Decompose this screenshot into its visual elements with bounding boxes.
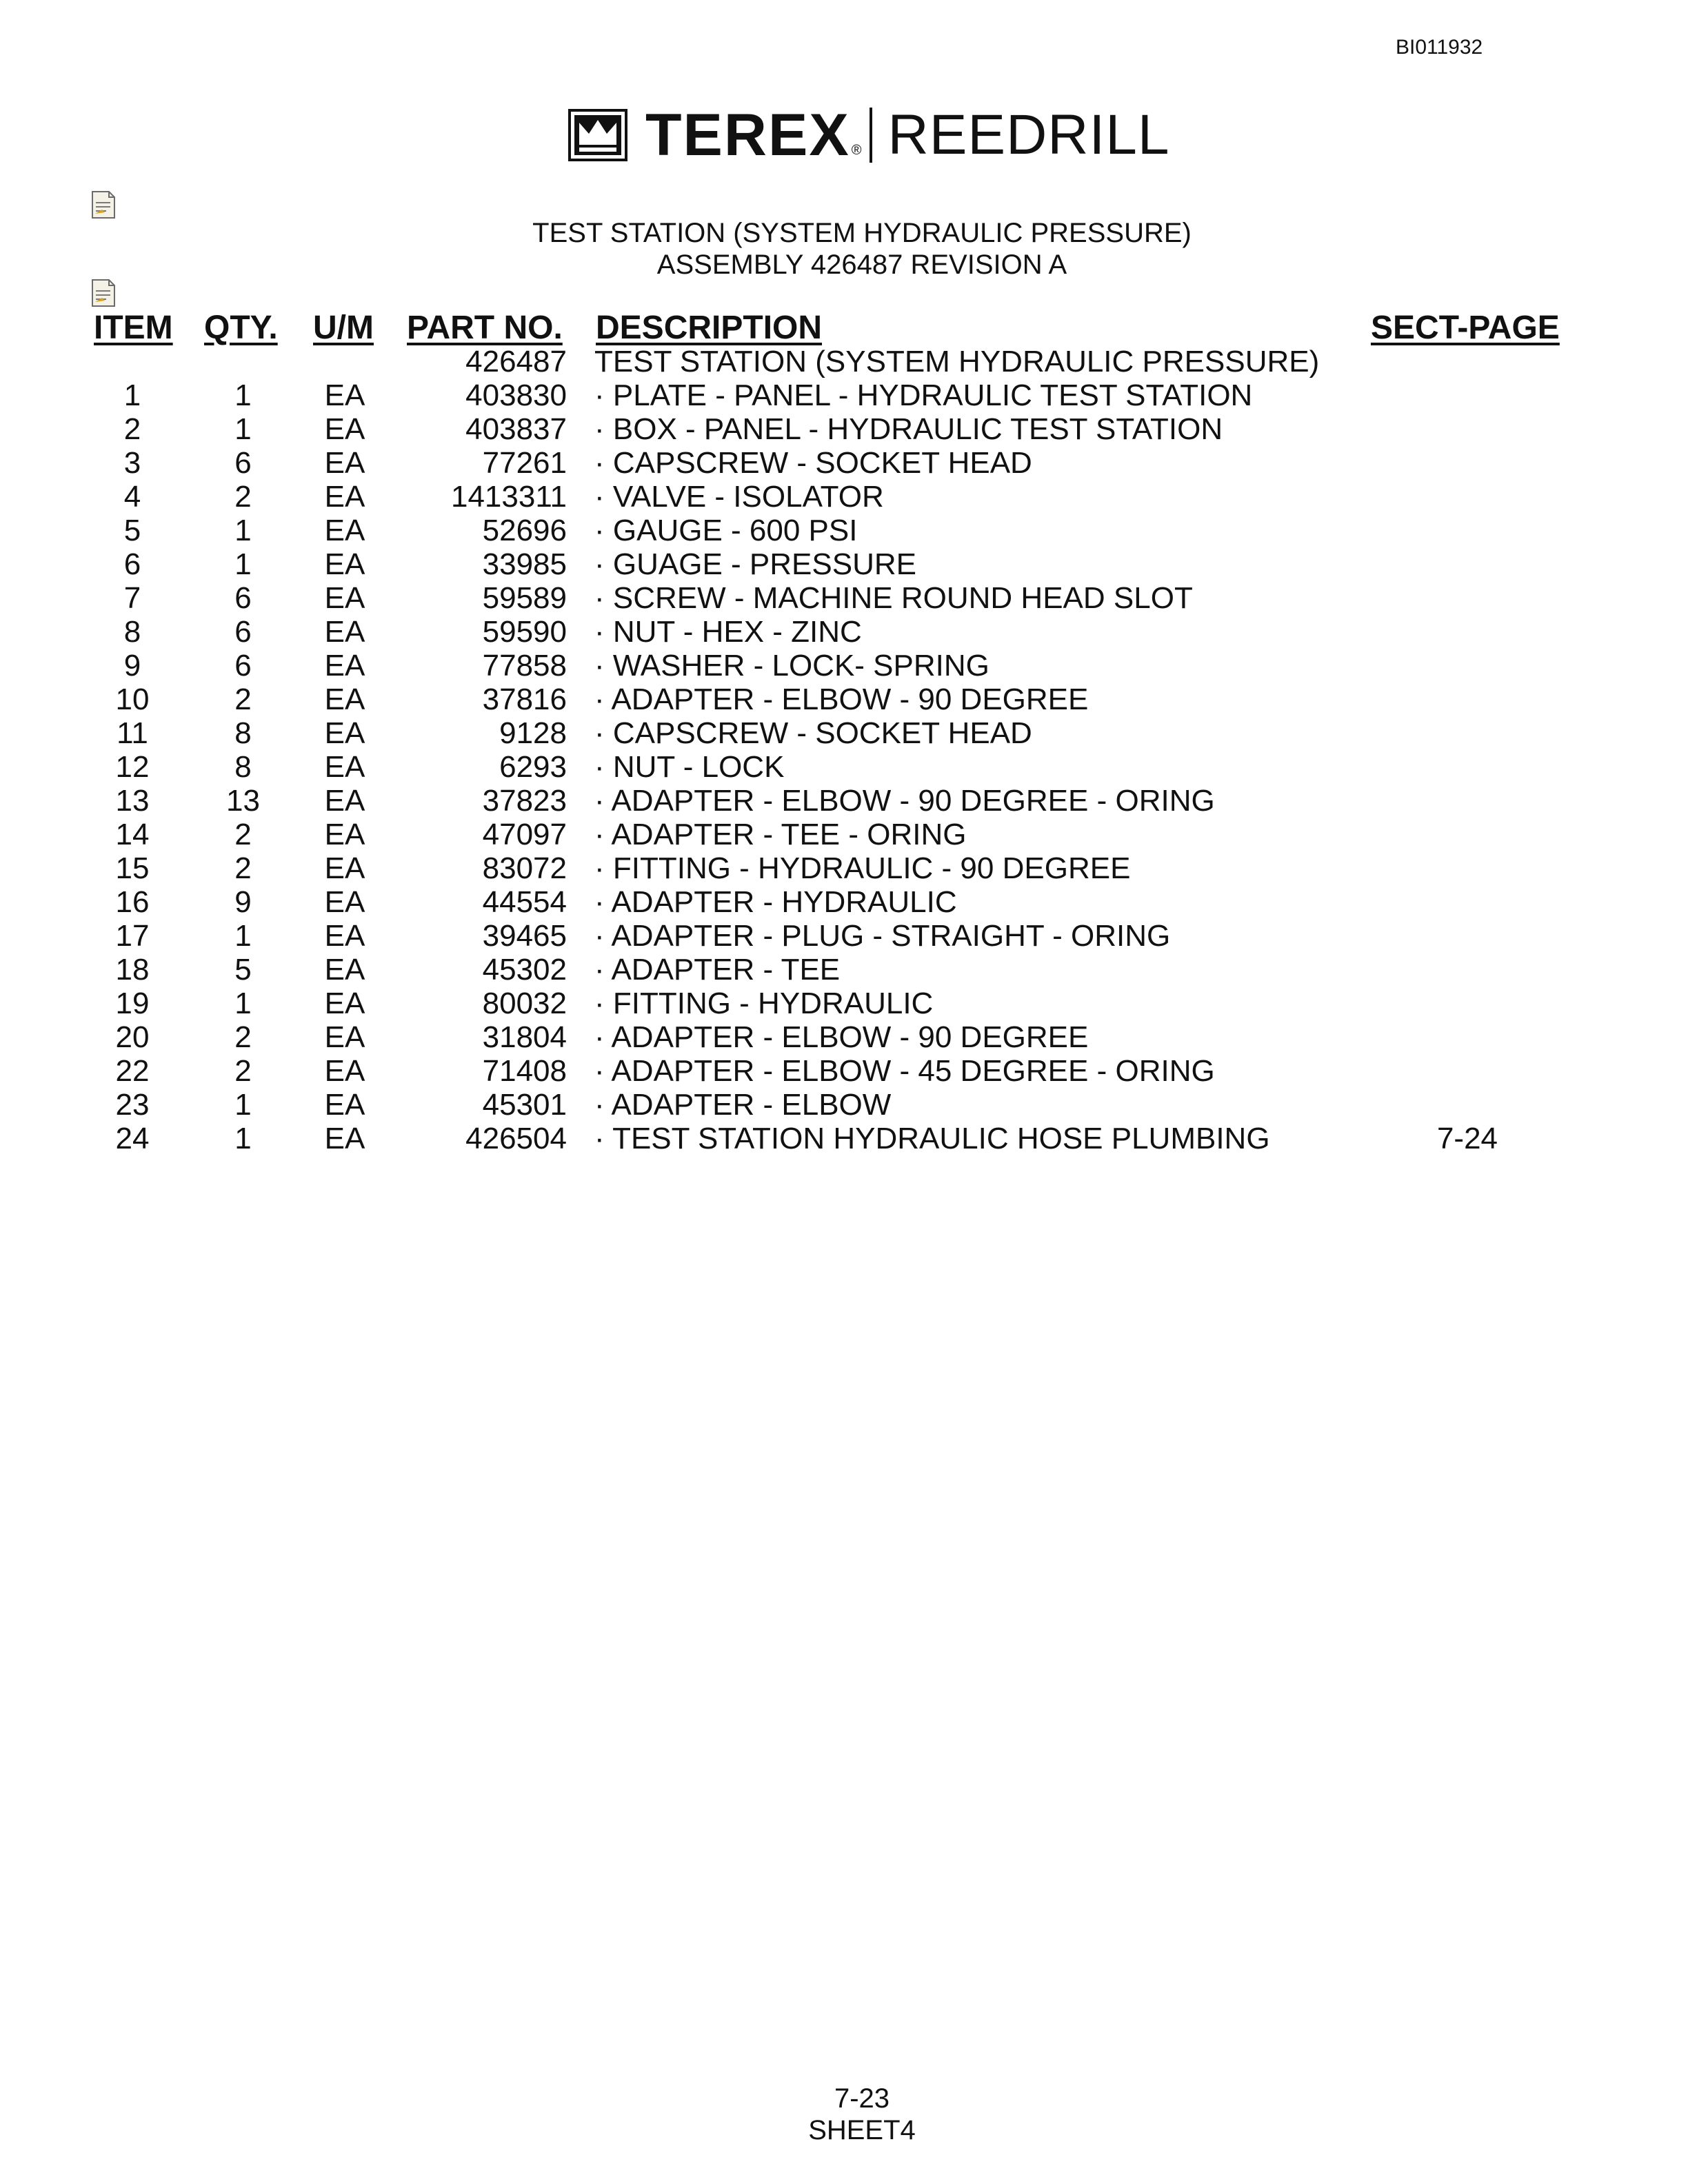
table-row [0, 412, 1688, 446]
qty-cell: 2 [234, 480, 252, 514]
header-part-no: PART NO. [407, 310, 563, 346]
um-cell: EA [324, 818, 365, 851]
item-cell: 11 [117, 716, 148, 750]
qty-cell: 13 [226, 784, 260, 818]
um-cell: EA [324, 480, 365, 514]
item-cell: 13 [115, 784, 150, 818]
description-cell: · CAPSCREW - SOCKET HEAD [594, 446, 1032, 480]
item-cell: 23 [115, 1088, 150, 1122]
description-cell: · BOX - PANEL - HYDRAULIC TEST STATION [594, 412, 1223, 446]
description-cell: · ADAPTER - ELBOW - 90 DEGREE [594, 1020, 1089, 1054]
part-no-cell: 9128 [499, 716, 567, 750]
part-no-cell: 1413311 [450, 480, 567, 514]
description-cell: · SCREW - MACHINE ROUND HEAD SLOT [594, 581, 1193, 615]
table-row [0, 818, 1688, 851]
description-cell: · ADAPTER - ELBOW - 90 DEGREE [594, 682, 1089, 716]
description-cell: · WASHER - LOCK- SPRING [594, 649, 989, 682]
qty-cell: 1 [234, 987, 252, 1020]
part-no-cell: 80032 [482, 987, 567, 1020]
qty-cell: 1 [234, 919, 252, 953]
part-no-cell: 83072 [482, 851, 567, 885]
description-cell: · ADAPTER - TEE - ORING [594, 818, 967, 851]
part-no-cell: 45301 [482, 1088, 567, 1122]
qty-cell: 2 [234, 682, 252, 716]
description-cell: · ADAPTER - TEE [594, 953, 841, 987]
um-cell: EA [324, 378, 365, 412]
description-cell: · ADAPTER - ELBOW - 90 DEGREE - ORING [594, 784, 1215, 818]
part-no-cell: 426487 [465, 345, 567, 378]
logo-divider [870, 108, 872, 163]
item-cell: 20 [115, 1020, 150, 1054]
description-cell: · NUT - LOCK [594, 750, 785, 784]
description-cell: · NUT - HEX - ZINC [594, 615, 862, 649]
qty-cell: 1 [234, 1088, 252, 1122]
qty-cell: 1 [234, 1122, 252, 1155]
part-no-cell: 37823 [482, 784, 567, 818]
assembly-title: TEST STATION (SYSTEM HYDRAULIC PRESSURE) [532, 218, 1192, 248]
description-cell: · VALVE - ISOLATOR [594, 480, 884, 514]
um-cell: EA [324, 1054, 365, 1088]
description-cell: · FITTING - HYDRAULIC [594, 987, 934, 1020]
um-cell: EA [324, 750, 365, 784]
um-cell: EA [324, 851, 365, 885]
table-row [0, 682, 1688, 716]
qty-cell: 5 [234, 953, 252, 987]
table-row [0, 446, 1688, 480]
item-cell: 1 [123, 378, 141, 412]
item-cell: 22 [115, 1054, 150, 1088]
description-cell: · CAPSCREW - SOCKET HEAD [594, 716, 1032, 750]
um-cell: EA [324, 412, 365, 446]
um-cell: EA [324, 885, 365, 919]
um-cell: EA [324, 446, 365, 480]
um-cell: EA [324, 716, 365, 750]
terex-reedrill-logo [568, 102, 1170, 168]
assembly-revision: ASSEMBLY 426487 REVISION A [656, 250, 1067, 280]
table-row [0, 716, 1688, 750]
table-row [0, 919, 1688, 953]
part-no-cell: 47097 [482, 818, 567, 851]
qty-cell: 6 [234, 446, 252, 480]
part-no-cell: 426504 [465, 1122, 567, 1155]
qty-cell: 1 [234, 547, 252, 581]
sheet-label: SHEET4 [808, 2115, 916, 2145]
sect-page-link[interactable]: 7-24 [1436, 1122, 1498, 1155]
table-row [0, 581, 1688, 615]
item-cell: 19 [115, 987, 150, 1020]
part-no-cell: 403837 [465, 412, 567, 446]
item-cell: 15 [115, 851, 150, 885]
part-no-cell: 71408 [482, 1054, 567, 1088]
description-cell: · GAUGE - 600 PSI [594, 514, 858, 547]
item-cell: 7 [123, 581, 141, 615]
item-cell: 3 [123, 446, 141, 480]
qty-cell: 9 [234, 885, 252, 919]
table-row [0, 649, 1688, 682]
terex-crown-icon [568, 109, 627, 161]
header-description: DESCRIPTION [596, 310, 823, 346]
table-row [0, 1088, 1688, 1122]
table-row [0, 514, 1688, 547]
document-icon[interactable] [91, 279, 116, 307]
qty-cell: 2 [234, 1020, 252, 1054]
part-no-cell: 44554 [482, 885, 567, 919]
qty-cell: 6 [234, 649, 252, 682]
description-cell: · PLATE - PANEL - HYDRAULIC TEST STATION [594, 378, 1253, 412]
description-cell: · ADAPTER - PLUG - STRAIGHT - ORING [594, 919, 1171, 953]
item-cell: 24 [115, 1122, 150, 1155]
description-cell: · ADAPTER - HYDRAULIC [594, 885, 957, 919]
item-cell: 18 [115, 953, 150, 987]
item-cell: 16 [115, 885, 150, 919]
document-id: BI011932 [1396, 36, 1483, 59]
item-cell: 6 [123, 547, 141, 581]
qty-cell: 2 [234, 818, 252, 851]
header-um: U/M [313, 310, 374, 346]
um-cell: EA [324, 953, 365, 987]
header-sect-page: SECT-PAGE [1371, 310, 1560, 346]
qty-cell: 1 [234, 378, 252, 412]
description-cell: TEST STATION (SYSTEM HYDRAULIC PRESSURE) [594, 345, 1320, 378]
item-cell: 8 [123, 615, 141, 649]
table-row [0, 953, 1688, 987]
item-cell: 12 [115, 750, 150, 784]
part-no-cell: 59589 [482, 581, 567, 615]
item-cell: 14 [115, 818, 150, 851]
table-row [0, 1122, 1688, 1155]
item-cell: 2 [123, 412, 141, 446]
part-no-cell: 45302 [482, 953, 567, 987]
um-cell: EA [324, 514, 365, 547]
um-cell: EA [324, 615, 365, 649]
um-cell: EA [324, 1020, 365, 1054]
table-row [0, 547, 1688, 581]
um-cell: EA [324, 1122, 365, 1155]
um-cell: EA [324, 649, 365, 682]
logo-product-text: REEDRILL [887, 103, 1170, 166]
qty-cell: 8 [234, 716, 252, 750]
part-no-cell: 77261 [482, 446, 567, 480]
table-row [0, 378, 1688, 412]
table-row [0, 480, 1688, 514]
description-cell: · FITTING - HYDRAULIC - 90 DEGREE [594, 851, 1131, 885]
header-item: ITEM [94, 310, 173, 346]
um-cell: EA [324, 581, 365, 615]
item-cell: 17 [115, 919, 150, 953]
qty-cell: 1 [234, 412, 252, 446]
qty-cell: 2 [234, 851, 252, 885]
table-row [0, 615, 1688, 649]
part-no-cell: 6293 [499, 750, 567, 784]
qty-cell: 8 [234, 750, 252, 784]
logo-registered-mark: ® [851, 143, 862, 158]
header-qty: QTY. [204, 310, 278, 346]
qty-cell: 6 [234, 581, 252, 615]
table-row [0, 1020, 1688, 1054]
logo-brand-text: TEREX [645, 102, 850, 168]
description-cell: · ADAPTER - ELBOW - 45 DEGREE - ORING [594, 1054, 1215, 1088]
item-cell: 10 [115, 682, 150, 716]
table-row [0, 851, 1688, 885]
table-row [0, 987, 1688, 1020]
table-row [0, 1054, 1688, 1088]
description-cell: · ADAPTER - ELBOW [594, 1088, 892, 1122]
qty-cell: 6 [234, 615, 252, 649]
item-cell: 5 [123, 514, 141, 547]
um-cell: EA [324, 547, 365, 581]
part-no-cell: 39465 [482, 919, 567, 953]
item-cell: 4 [123, 480, 141, 514]
page-number: 7-23 [834, 2083, 890, 2114]
description-cell: · TEST STATION HYDRAULIC HOSE PLUMBING [594, 1122, 1270, 1155]
table-row [0, 345, 1688, 378]
part-no-cell: 59590 [482, 615, 567, 649]
part-no-cell: 403830 [465, 378, 567, 412]
table-row [0, 784, 1688, 818]
um-cell: EA [324, 784, 365, 818]
um-cell: EA [324, 682, 365, 716]
part-no-cell: 52696 [482, 514, 567, 547]
table-row [0, 750, 1688, 784]
um-cell: EA [324, 919, 365, 953]
table-row [0, 885, 1688, 919]
um-cell: EA [324, 987, 365, 1020]
qty-cell: 1 [234, 514, 252, 547]
part-no-cell: 33985 [482, 547, 567, 581]
um-cell: EA [324, 1088, 365, 1122]
part-no-cell: 77858 [482, 649, 567, 682]
description-cell: · GUAGE - PRESSURE [594, 547, 916, 581]
qty-cell: 2 [234, 1054, 252, 1088]
document-icon[interactable] [91, 190, 116, 219]
item-cell: 9 [123, 649, 141, 682]
part-no-cell: 37816 [482, 682, 567, 716]
part-no-cell: 31804 [482, 1020, 567, 1054]
